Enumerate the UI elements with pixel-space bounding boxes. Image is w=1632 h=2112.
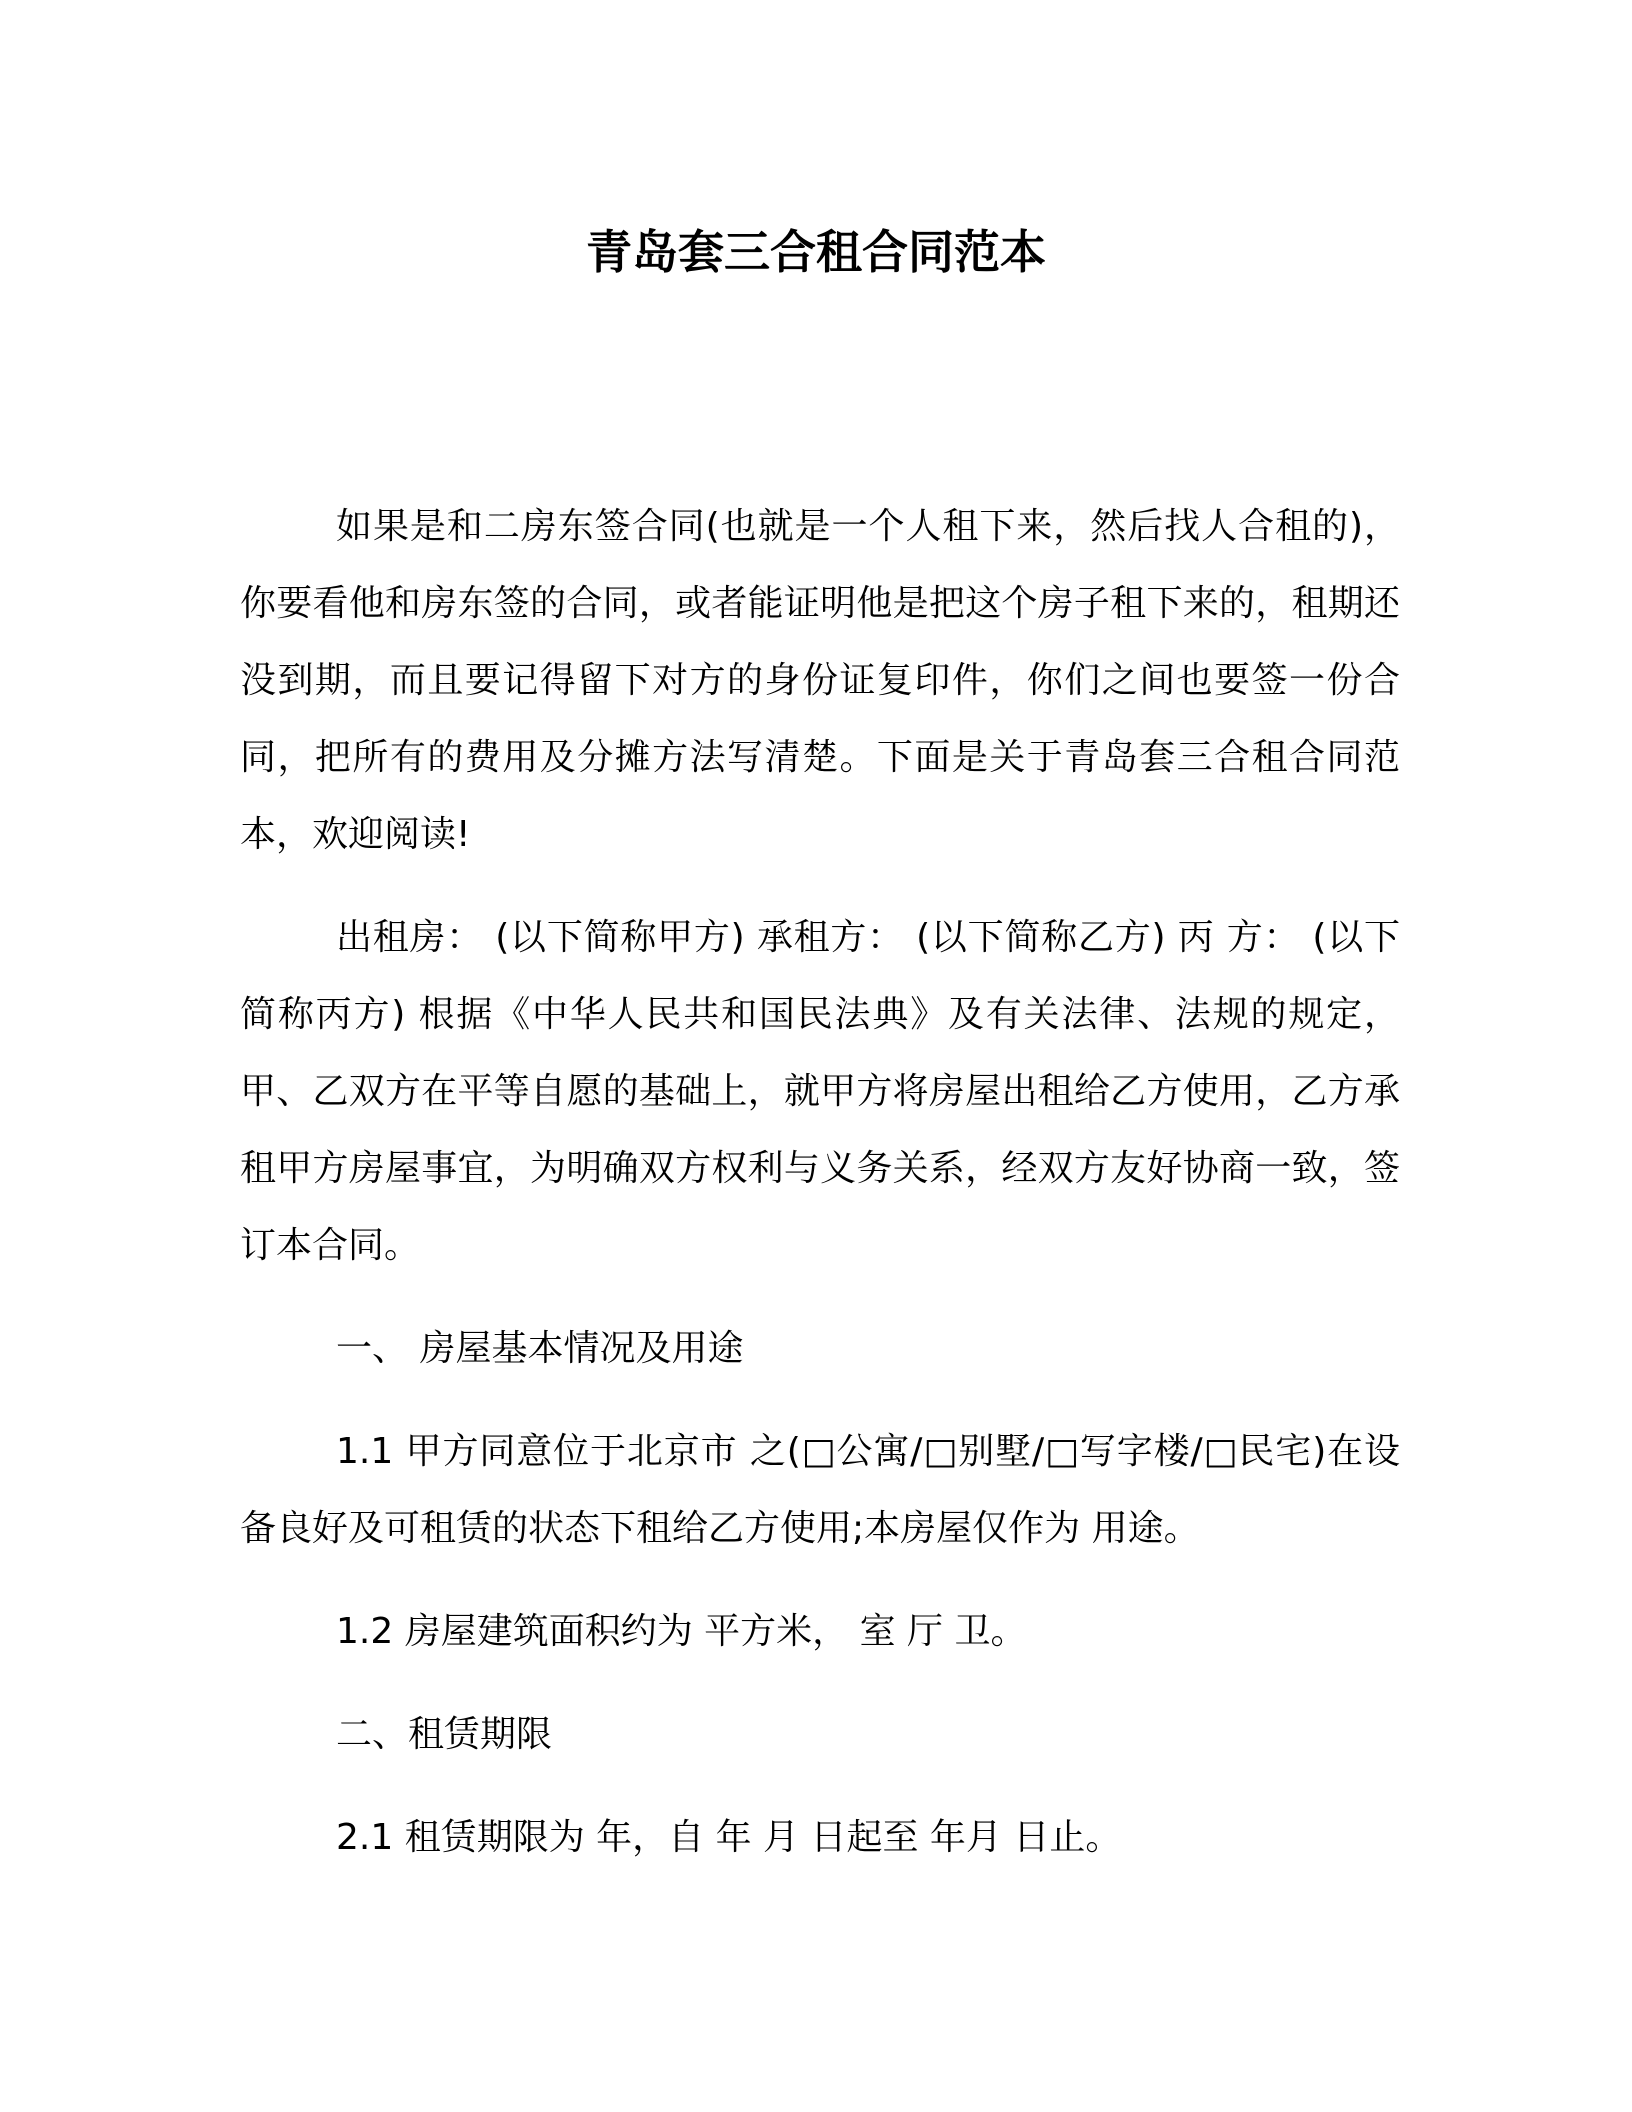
clause-1-2: 1.2 房屋建筑面积约为 平方米， 室 厅 卫。 — [336, 1611, 1027, 1652]
clause-1-1: 1.1 甲方同意位于北京市 之(□公寓/□别墅/□写字楼/□民宅)在设备良好及可租赁的状态下租给乙方使用;本房屋仅作为 用途。 — [240, 1431, 1400, 1549]
section-heading-2: 二、租赁期限 — [336, 1714, 553, 1755]
intro-paragraph: 如果是和二房东签合同(也就是一个人租下来，然后找人合租的)，你要看他和房东签的合同，或者能证明他是把这个房子租下来的，租期还没到期，而且要记得留下对方的身份证复印件，你们之间也要签一份合同，把所有的费用及分摊方法写清楚。下面是关于青岛套三合租合同范本，欢迎阅读! — [240, 506, 1400, 855]
clause-2-1: 2.1 租赁期限为 年，自 年 月 日起至 年月 日止。 — [336, 1817, 1122, 1858]
document-title: 青岛套三合租合同范本 — [586, 225, 1046, 279]
parties-paragraph: 出租房： (以下简称甲方) 承租方： (以下简称乙方) 丙 方： (以下简称丙方) 根据《中华人民共和国民法典》及有关法律、法规的规定，甲、乙双方在平等自愿的基础上，就甲方将房屋出租给乙方使用，乙方承租甲方房屋事宜，为明确双方权利与义务关系，经双方友好协商一致，签订本合同。 — [240, 917, 1400, 1266]
section-heading-1: 一、 房屋基本情况及用途 — [336, 1328, 744, 1369]
document-body — [240, 488, 1400, 1902]
